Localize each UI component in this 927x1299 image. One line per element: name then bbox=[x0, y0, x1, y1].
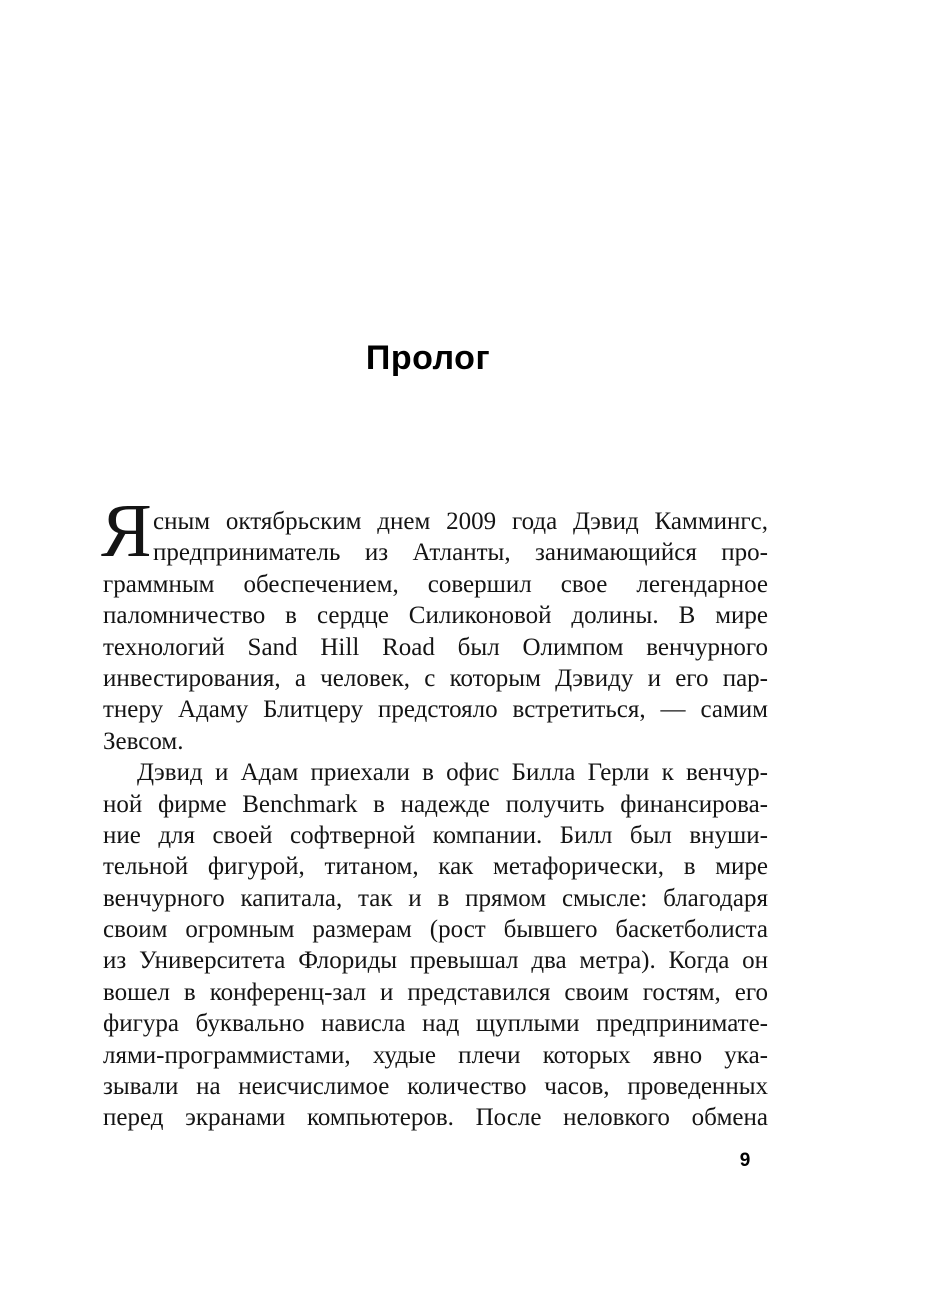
text-line: инвестирования, а человек, с которым Дэвиду и его пар- bbox=[103, 664, 768, 692]
text-line: из Университета Флориды превышал два метра). Когда он bbox=[103, 947, 768, 975]
text-block bbox=[101, 489, 768, 1134]
text-line: вошел в конференц-зал и представился своим гостям, его bbox=[103, 978, 768, 1006]
text-line: тельной фигурой, титаном, как метафорически, в мире bbox=[103, 853, 768, 881]
text-line: предприниматель из Атланты, занимающийся про- bbox=[153, 539, 768, 567]
text-line: ной фирме Benchmark в надежде получить финансирова- bbox=[103, 790, 768, 818]
text-line: Зевсом. bbox=[103, 727, 184, 755]
text-line: тнеру Адаму Блитцеру предстояло встретиться, — самим bbox=[103, 696, 768, 724]
text-line: ние для своей софтверной компании. Билл был внуши- bbox=[103, 821, 768, 849]
text-line: венчурного капитала, так и в прямом смысле: благодаря bbox=[103, 884, 768, 912]
text-line: паломничество в сердце Силиконовой долины. В мире bbox=[103, 602, 768, 630]
drop-cap: Я bbox=[101, 489, 152, 573]
text-line: зывали на неисчислимое количество часов, проведенных bbox=[103, 1073, 768, 1101]
paragraph bbox=[103, 757, 768, 1134]
text-line: граммным обеспечением, совершил свое легендарное bbox=[103, 570, 768, 598]
text-line: технологий Sand Hill Road был Олимпом венчурного bbox=[103, 633, 768, 661]
text-line: фигура буквально нависла над щуплыми предпринимате- bbox=[103, 1010, 768, 1038]
page-number: 9 bbox=[739, 1150, 751, 1171]
paragraph bbox=[101, 489, 768, 757]
chapter-title: Пролог bbox=[365, 339, 491, 377]
text-line: своим огромным размерам (рост бывшего баскетболиста bbox=[103, 916, 768, 944]
text-line: Дэвид и Адам приехали в офис Билла Герли к венчур- bbox=[137, 759, 768, 787]
text-line: перед экранами компьютеров. После неловкого обмена bbox=[103, 1104, 768, 1132]
text-line: сным октябрьским днем 2009 года Дэвид Каммингс, bbox=[153, 508, 768, 535]
text-line: лями-программистами, худые плечи которых явно ука- bbox=[103, 1041, 768, 1069]
